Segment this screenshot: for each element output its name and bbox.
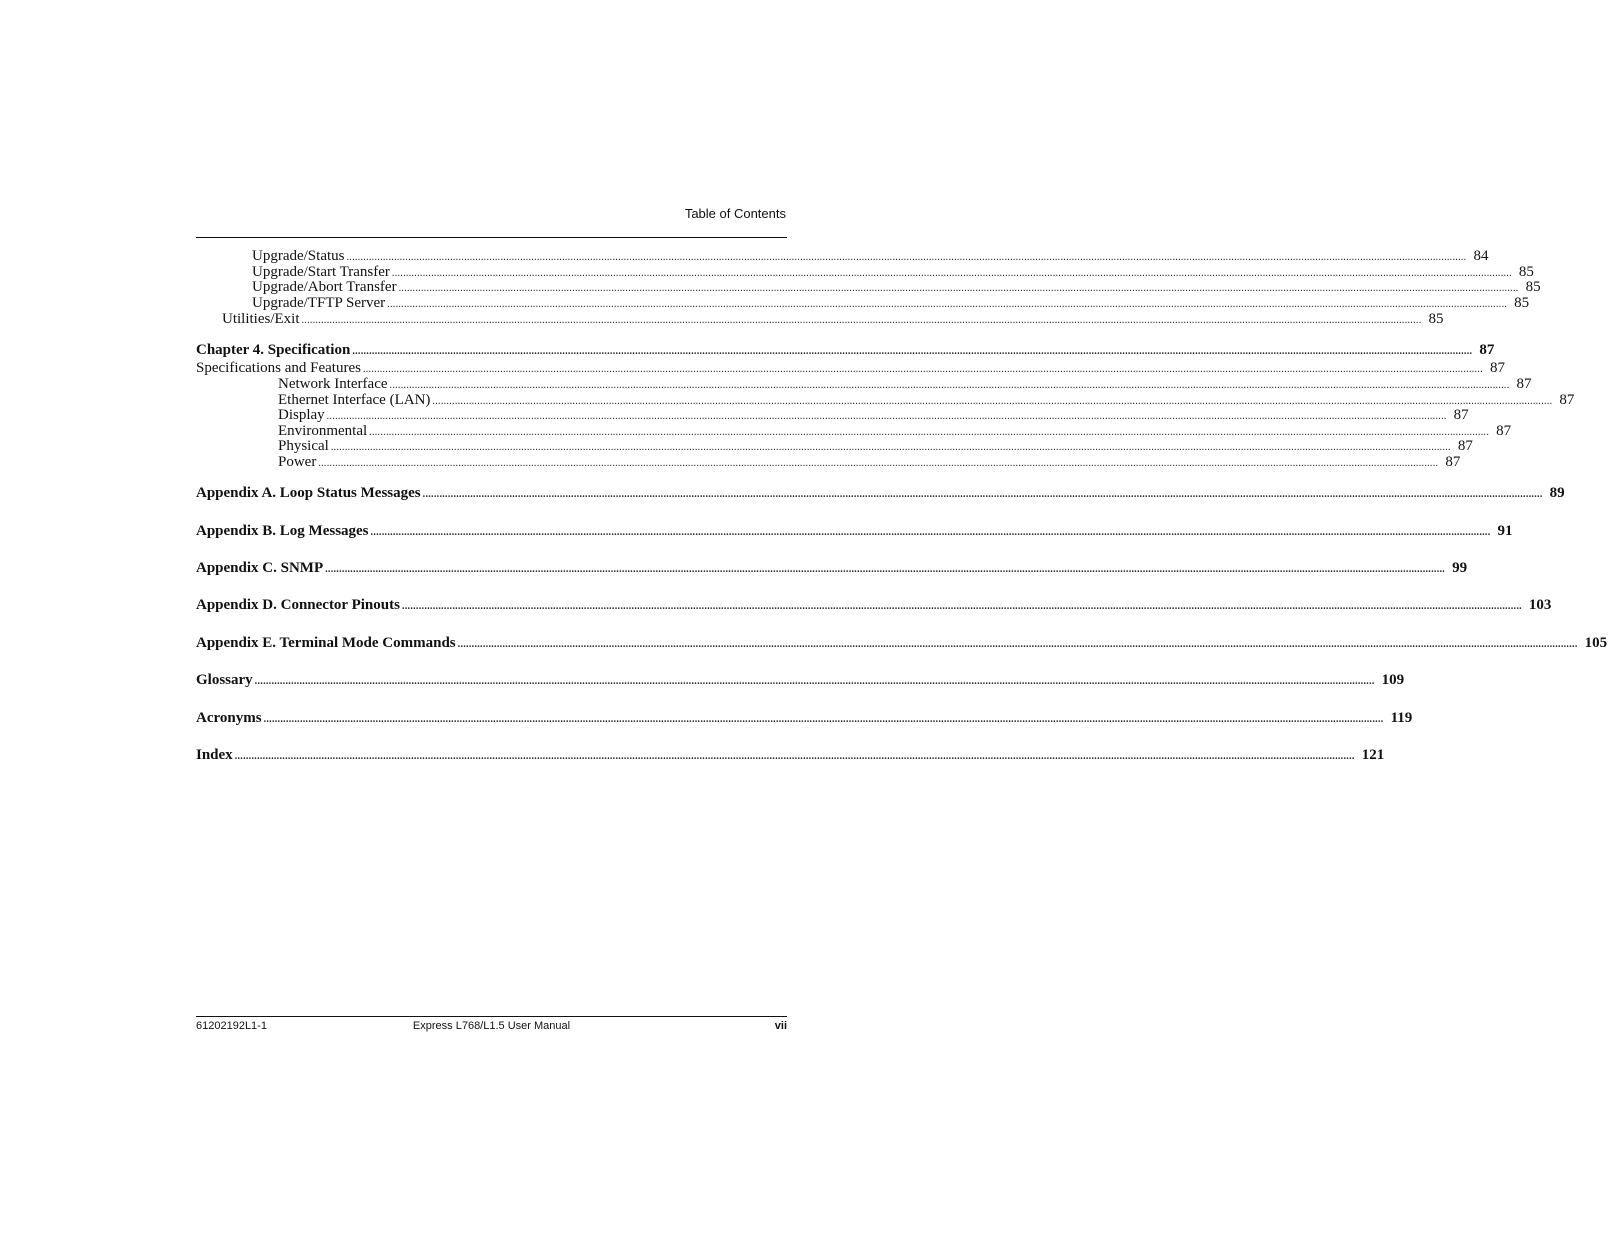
toc-entry[interactable] — [196, 747, 1385, 765]
dot-leader: ................................................................................................................................................................................................................................................................................................................................................................................................................ — [370, 527, 1491, 538]
document-number: 61202192L1-1 — [196, 1020, 267, 1032]
toc-entry-title: Physical — [278, 438, 329, 454]
toc-entry[interactable] — [196, 342, 1495, 360]
toc-entry-title: Chapter 4. Specification — [196, 342, 351, 358]
dot-leader: ................................................................................................................................................................................................................................................................................................................................................................................................................ — [254, 676, 1375, 687]
toc-entry[interactable] — [196, 560, 1468, 578]
toc-entry-title: Specifications and Features — [196, 360, 361, 376]
toc-entry-title: Appendix B. Log Messages — [196, 523, 369, 539]
toc-entry-page: 99 — [1452, 560, 1468, 576]
manual-title: Express L768/L1.5 User Manual — [412, 1020, 571, 1032]
toc-entry-page: 105 — [1584, 635, 1608, 651]
dot-leader: ................................................................................................................................................................................................................................................................................................................................................................................................................ — [369, 427, 1490, 438]
toc-entry-page: 85 — [1518, 264, 1534, 280]
header-rule — [196, 237, 787, 238]
dot-leader: ................................................................................................................................................................................................................................................................................................................................................................................................................ — [389, 380, 1510, 391]
dot-leader: ................................................................................................................................................................................................................................................................................................................................................................................................................ — [346, 252, 1467, 263]
toc-entry-page: 85 — [1514, 295, 1530, 311]
toc-entry[interactable] — [196, 710, 1413, 728]
toc-entry-title: Upgrade/Abort Transfer — [252, 279, 397, 295]
toc-entry-title: Network Interface — [278, 376, 388, 392]
toc-entry-title: Appendix A. Loop Status Messages — [196, 485, 421, 501]
toc-entry-title: Appendix E. Terminal Mode Commands — [196, 635, 456, 651]
toc-entry-title: Upgrade/TFTP Server — [252, 295, 386, 311]
toc-entry[interactable] — [196, 672, 1405, 690]
toc-entry-title: Utilities/Exit — [222, 311, 300, 327]
toc-entry-page: 87 — [1516, 376, 1532, 392]
dot-leader: ................................................................................................................................................................................................................................................................................................................................................................................................................ — [263, 714, 1384, 725]
dot-leader: ................................................................................................................................................................................................................................................................................................................................................................................................................ — [352, 346, 1473, 357]
toc-entry-title: Upgrade/Status — [252, 248, 345, 264]
toc-entry-page: 85 — [1525, 279, 1541, 295]
dot-leader: ................................................................................................................................................................................................................................................................................................................................................................................................................ — [234, 751, 1355, 762]
dot-leader: ................................................................................................................................................................................................................................................................................................................................................................................................................ — [401, 601, 1522, 612]
toc-entry-page: 87 — [1453, 407, 1469, 423]
toc-entry-title: Power — [278, 454, 317, 470]
toc-entry-page: 85 — [1428, 311, 1444, 327]
toc-entry-page: 91 — [1497, 523, 1513, 539]
dot-leader: ................................................................................................................................................................................................................................................................................................................................................................................................................ — [325, 564, 1446, 575]
toc-entry[interactable] — [196, 485, 1565, 503]
toc-entry-title: Upgrade/Start Transfer — [252, 264, 390, 280]
toc-entry-page: 109 — [1381, 672, 1405, 688]
toc-entry-page: 87 — [1479, 342, 1495, 358]
toc-entry-page: 87 — [1559, 392, 1575, 408]
toc-entry-title: Appendix D. Connector Pinouts — [196, 597, 400, 613]
toc-entry-page: 87 — [1445, 454, 1461, 470]
dot-leader: ................................................................................................................................................................................................................................................................................................................................................................................................................ — [457, 639, 1578, 650]
toc-entry-title: Environmental — [278, 423, 368, 439]
toc-entry-title: Index — [196, 747, 233, 763]
dot-leader: ................................................................................................................................................................................................................................................................................................................................................................................................................ — [330, 442, 1451, 453]
dot-leader: ................................................................................................................................................................................................................................................................................................................................................................................................................ — [301, 315, 1422, 326]
toc-entry-page: 103 — [1528, 597, 1552, 613]
dot-leader: ................................................................................................................................................................................................................................................................................................................................................................................................................ — [422, 489, 1543, 500]
toc-entry[interactable] — [196, 523, 1513, 541]
dot-leader: ................................................................................................................................................................................................................................................................................................................................................................................................................ — [362, 364, 1483, 375]
toc-entry-page: 89 — [1549, 485, 1565, 501]
toc-entry-page: 121 — [1361, 747, 1385, 763]
dot-leader: ................................................................................................................................................................................................................................................................................................................................................................................................................ — [387, 299, 1508, 310]
dot-leader: ................................................................................................................................................................................................................................................................................................................................................................................................................ — [318, 458, 1439, 469]
toc-entry-title: Glossary — [196, 672, 253, 688]
running-header-title: Table of Contents — [684, 206, 786, 221]
dot-leader: ................................................................................................................................................................................................................................................................................................................................................................................................................ — [391, 268, 1512, 279]
toc-entry[interactable] — [196, 311, 1444, 329]
toc-entry[interactable] — [196, 597, 1552, 615]
toc-entry-title: Ethernet Interface (LAN) — [278, 392, 431, 408]
toc-entry-page: 87 — [1496, 423, 1512, 439]
toc-entry-title: Appendix C. SNMP — [196, 560, 324, 576]
dot-leader: ................................................................................................................................................................................................................................................................................................................................................................................................................ — [326, 411, 1447, 422]
toc-entry-page: 119 — [1390, 710, 1413, 726]
toc-entry-page: 84 — [1473, 248, 1489, 264]
toc-entry-page: 87 — [1489, 360, 1505, 376]
toc-entry-title: Acronyms — [196, 710, 262, 726]
toc-entry[interactable] — [196, 635, 1608, 653]
page-number: vii — [774, 1020, 787, 1032]
dot-leader: ................................................................................................................................................................................................................................................................................................................................................................................................................ — [398, 283, 1519, 294]
toc-entry-page: 87 — [1457, 438, 1473, 454]
toc-entry-title: Display — [278, 407, 325, 423]
dot-leader: ................................................................................................................................................................................................................................................................................................................................................................................................................ — [432, 396, 1553, 407]
footer-rule — [196, 1016, 787, 1017]
page-footer — [196, 1020, 787, 1036]
toc-entry[interactable] — [196, 454, 1461, 472]
